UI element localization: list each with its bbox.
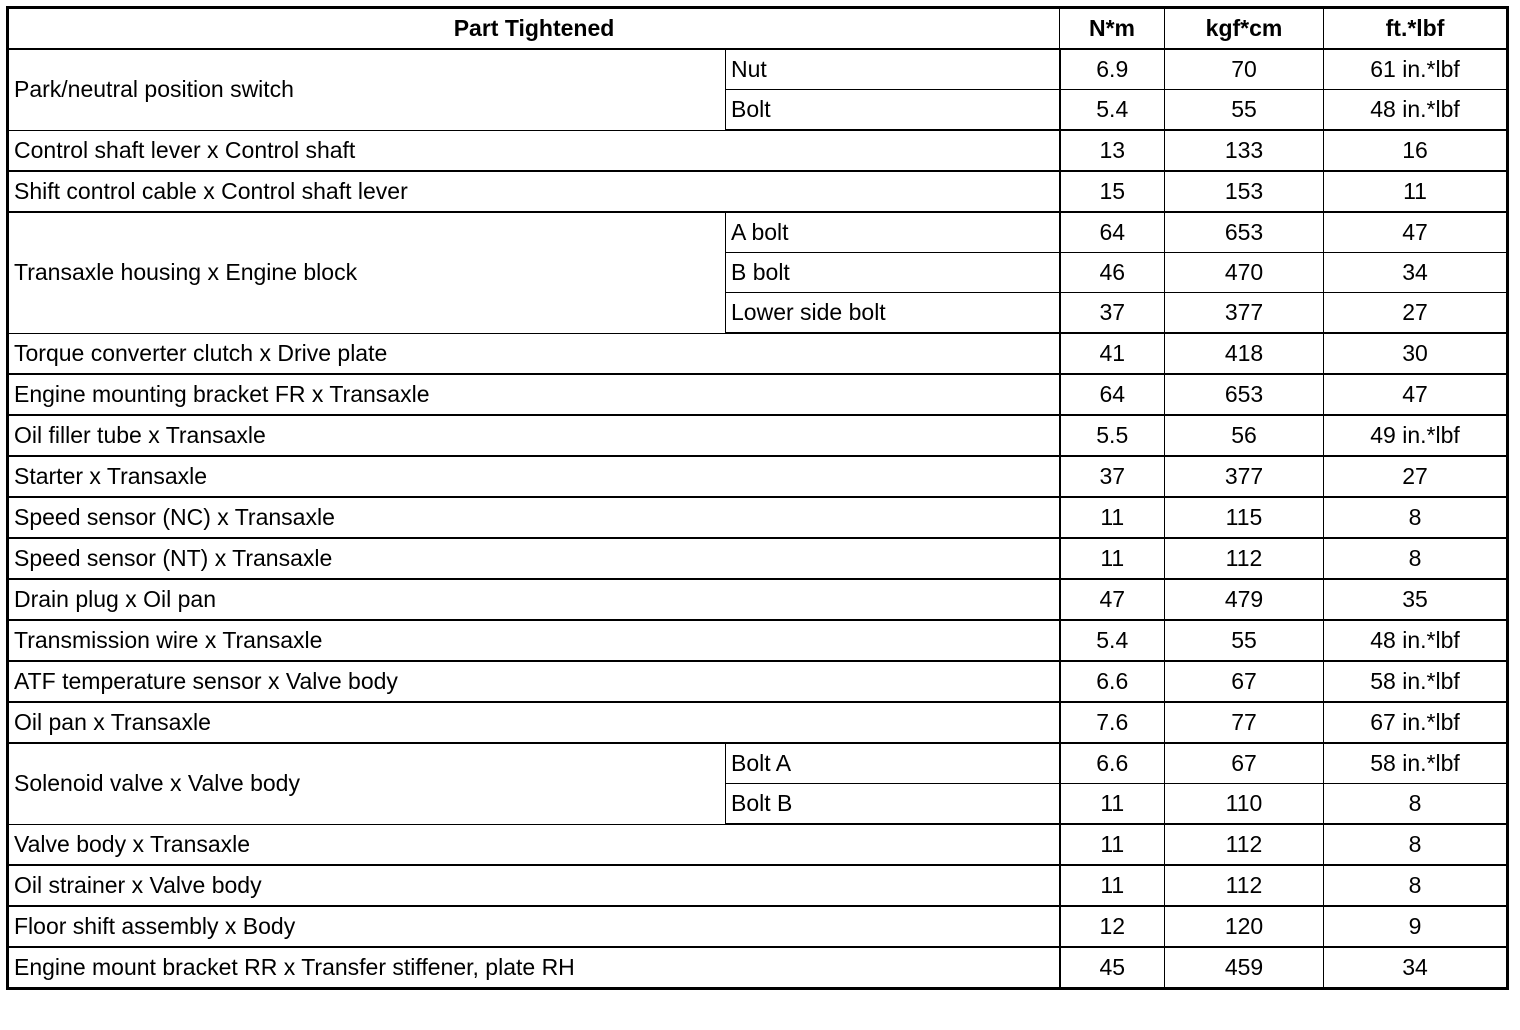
ftlbf-cell: 11: [1324, 171, 1508, 212]
kgfcm-cell: 153: [1165, 171, 1324, 212]
kgfcm-cell: 120: [1165, 906, 1324, 947]
table-row: [8, 743, 1508, 784]
ftlbf-cell: 8: [1324, 784, 1508, 825]
part-cell: Engine mount bracket RR x Transfer stiffener, plate RH: [8, 947, 1060, 989]
ftlbf-cell: 34: [1324, 253, 1508, 293]
nm-cell: 64: [1060, 374, 1165, 415]
kgfcm-cell: 479: [1165, 579, 1324, 620]
kgfcm-cell: 112: [1165, 824, 1324, 865]
kgfcm-cell: 67: [1165, 661, 1324, 702]
part-cell: ATF temperature sensor x Valve body: [8, 661, 1060, 702]
ftlbf-cell: 8: [1324, 538, 1508, 579]
table-header-row: [8, 8, 1508, 50]
nm-cell: 12: [1060, 906, 1165, 947]
ftlbf-cell: 34: [1324, 947, 1508, 989]
kgfcm-cell: 470: [1165, 253, 1324, 293]
nm-cell: 11: [1060, 497, 1165, 538]
table-row: [8, 906, 1508, 947]
kgfcm-cell: 77: [1165, 702, 1324, 743]
ftlbf-cell: 67 in.*lbf: [1324, 702, 1508, 743]
table-row: [8, 130, 1508, 171]
ftlbf-cell: 8: [1324, 497, 1508, 538]
ftlbf-cell: 58 in.*lbf: [1324, 743, 1508, 784]
table-row: [8, 333, 1508, 374]
part-cell: Valve body x Transaxle: [8, 824, 1060, 865]
ftlbf-cell: 27: [1324, 293, 1508, 334]
nm-cell: 64: [1060, 212, 1165, 253]
nm-cell: 7.6: [1060, 702, 1165, 743]
part-cell: Shift control cable x Control shaft lever: [8, 171, 1060, 212]
table-row: [8, 538, 1508, 579]
kgfcm-cell: 377: [1165, 456, 1324, 497]
header-ftlbf: ft.*lbf: [1324, 8, 1508, 50]
kgfcm-cell: 418: [1165, 333, 1324, 374]
nm-cell: 37: [1060, 456, 1165, 497]
nm-cell: 11: [1060, 784, 1165, 825]
nm-cell: 6.9: [1060, 49, 1165, 90]
nm-cell: 6.6: [1060, 743, 1165, 784]
sub-part-cell: Bolt A: [726, 743, 1060, 784]
ftlbf-cell: 49 in.*lbf: [1324, 415, 1508, 456]
ftlbf-cell: 9: [1324, 906, 1508, 947]
sub-part-cell: B bolt: [726, 253, 1060, 293]
torque-spec-table: [6, 6, 1509, 990]
table-row: [8, 171, 1508, 212]
kgfcm-cell: 377: [1165, 293, 1324, 334]
ftlbf-cell: 48 in.*lbf: [1324, 90, 1508, 131]
table-row: [8, 456, 1508, 497]
ftlbf-cell: 47: [1324, 374, 1508, 415]
header-part-tightened: Part Tightened: [8, 8, 1060, 50]
table-row: [8, 947, 1508, 989]
part-cell: Speed sensor (NC) x Transaxle: [8, 497, 1060, 538]
header-nm: N*m: [1060, 8, 1165, 50]
kgfcm-cell: 55: [1165, 620, 1324, 661]
nm-cell: 5.4: [1060, 620, 1165, 661]
nm-cell: 15: [1060, 171, 1165, 212]
part-cell: Control shaft lever x Control shaft: [8, 130, 1060, 171]
nm-cell: 47: [1060, 579, 1165, 620]
table-row: [8, 497, 1508, 538]
kgfcm-cell: 56: [1165, 415, 1324, 456]
part-cell: Torque converter clutch x Drive plate: [8, 333, 1060, 374]
kgfcm-cell: 112: [1165, 538, 1324, 579]
nm-cell: 6.6: [1060, 661, 1165, 702]
table-row: [8, 702, 1508, 743]
kgfcm-cell: 110: [1165, 784, 1324, 825]
kgfcm-cell: 55: [1165, 90, 1324, 131]
ftlbf-cell: 16: [1324, 130, 1508, 171]
kgfcm-cell: 67: [1165, 743, 1324, 784]
ftlbf-cell: 27: [1324, 456, 1508, 497]
ftlbf-cell: 48 in.*lbf: [1324, 620, 1508, 661]
ftlbf-cell: 35: [1324, 579, 1508, 620]
header-kgfcm: kgf*cm: [1165, 8, 1324, 50]
part-cell: Floor shift assembly x Body: [8, 906, 1060, 947]
table-row: [8, 374, 1508, 415]
table-row: [8, 620, 1508, 661]
nm-cell: 11: [1060, 865, 1165, 906]
table-row: [8, 579, 1508, 620]
part-cell: Drain plug x Oil pan: [8, 579, 1060, 620]
sub-part-cell: A bolt: [726, 212, 1060, 253]
ftlbf-cell: 47: [1324, 212, 1508, 253]
nm-cell: 5.5: [1060, 415, 1165, 456]
nm-cell: 11: [1060, 824, 1165, 865]
part-cell: Solenoid valve x Valve body: [8, 743, 726, 824]
sub-part-cell: Lower side bolt: [726, 293, 1060, 334]
part-cell: Transaxle housing x Engine block: [8, 212, 726, 333]
part-cell: Oil pan x Transaxle: [8, 702, 1060, 743]
part-cell: Starter x Transaxle: [8, 456, 1060, 497]
sub-part-cell: Nut: [726, 49, 1060, 90]
nm-cell: 5.4: [1060, 90, 1165, 131]
nm-cell: 41: [1060, 333, 1165, 374]
part-cell: Transmission wire x Transaxle: [8, 620, 1060, 661]
sub-part-cell: Bolt B: [726, 784, 1060, 825]
kgfcm-cell: 70: [1165, 49, 1324, 90]
table-row: [8, 49, 1508, 90]
table-row: [8, 824, 1508, 865]
part-cell: Park/neutral position switch: [8, 49, 726, 130]
kgfcm-cell: 133: [1165, 130, 1324, 171]
kgfcm-cell: 112: [1165, 865, 1324, 906]
ftlbf-cell: 8: [1324, 824, 1508, 865]
part-cell: Speed sensor (NT) x Transaxle: [8, 538, 1060, 579]
table-row: [8, 865, 1508, 906]
kgfcm-cell: 653: [1165, 212, 1324, 253]
ftlbf-cell: 8: [1324, 865, 1508, 906]
nm-cell: 37: [1060, 293, 1165, 334]
ftlbf-cell: 61 in.*lbf: [1324, 49, 1508, 90]
part-cell: Oil strainer x Valve body: [8, 865, 1060, 906]
nm-cell: 11: [1060, 538, 1165, 579]
ftlbf-cell: 58 in.*lbf: [1324, 661, 1508, 702]
table-row: [8, 661, 1508, 702]
kgfcm-cell: 115: [1165, 497, 1324, 538]
kgfcm-cell: 459: [1165, 947, 1324, 989]
ftlbf-cell: 30: [1324, 333, 1508, 374]
part-cell: Engine mounting bracket FR x Transaxle: [8, 374, 1060, 415]
table-row: [8, 415, 1508, 456]
kgfcm-cell: 653: [1165, 374, 1324, 415]
sub-part-cell: Bolt: [726, 90, 1060, 131]
nm-cell: 46: [1060, 253, 1165, 293]
nm-cell: 45: [1060, 947, 1165, 989]
part-cell: Oil filler tube x Transaxle: [8, 415, 1060, 456]
table-row: [8, 212, 1508, 253]
nm-cell: 13: [1060, 130, 1165, 171]
